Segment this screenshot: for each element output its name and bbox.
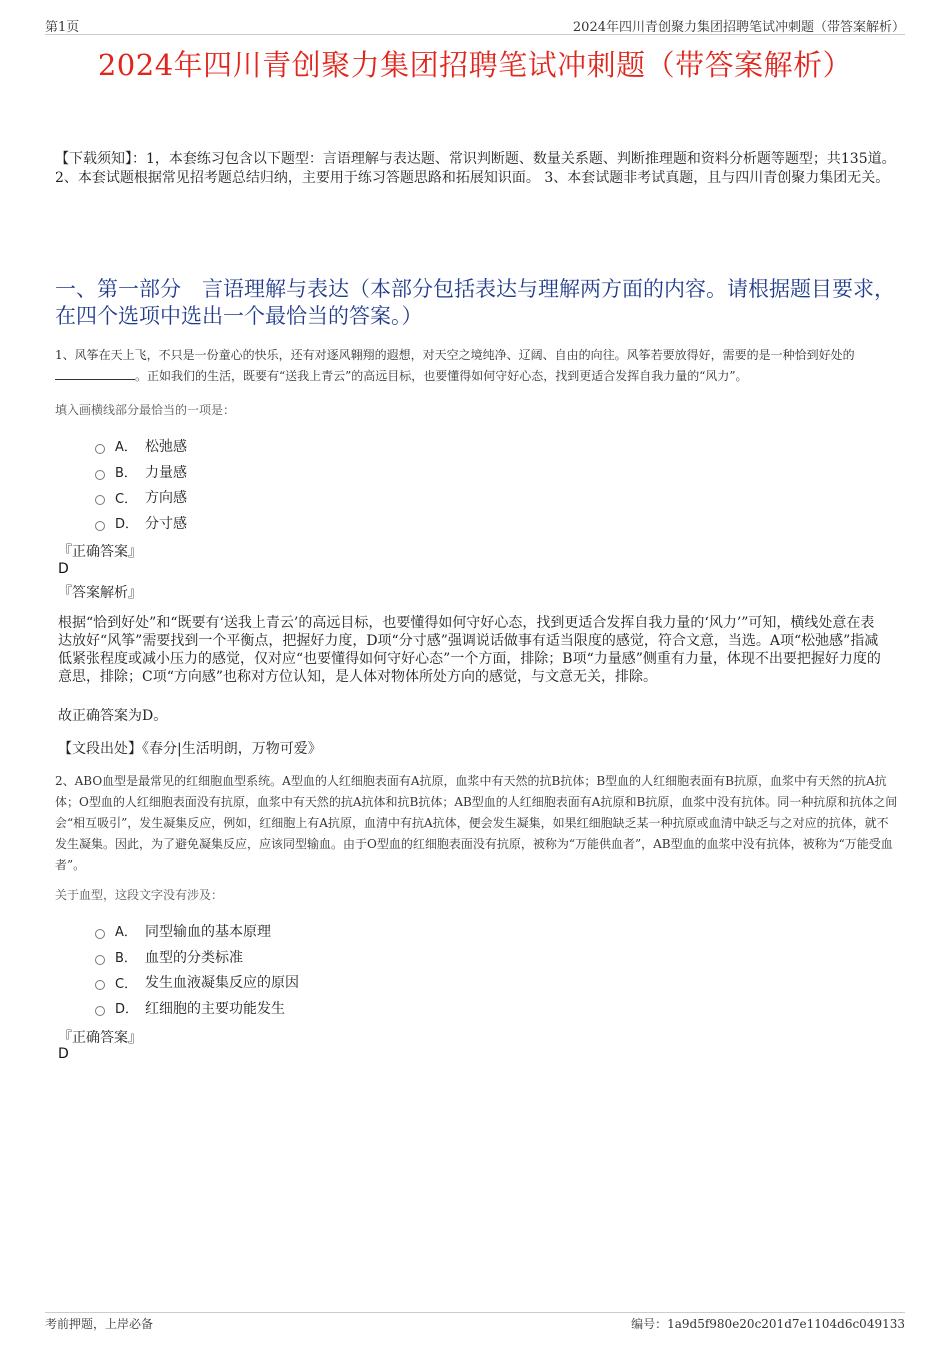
option-text: 方向感 — [145, 490, 187, 507]
option-text: 血型的分类标准 — [145, 949, 243, 966]
option-text: 同型输血的基本原理 — [145, 923, 271, 940]
option-text: 松弛感 — [145, 438, 187, 455]
page-footer — [45, 1312, 905, 1331]
footer-slogan: 考前押题，上岸必备 — [45, 1317, 154, 1331]
option-a[interactable]: A． 松弛感 — [95, 433, 187, 459]
option-d[interactable]: D． 分寸感 — [95, 510, 187, 536]
question-1-text — [55, 345, 900, 387]
download-notice: 【下载须知】：1，本套练习包含以下题型：言语理解与表达题、常识判断题、数量关系题、判断推理题和资料分析题等题型；共135道。 2、本套试题根据常见招考题总结归纳，主要用于练习答题思路和拓展知识面。 3、本套试题非考试真题，且与四川青创聚力集团无关。 — [55, 151, 896, 186]
footer-doc-id: 编号：1a9d5f980e20c201d7e1104d6c049133 — [631, 1317, 905, 1331]
radio-icon[interactable] — [95, 521, 105, 531]
question-1-text-after: 。正如我们的生活，既要有“送我上青云”的高远目标，也要懂得如何守好心态，找到更适合发挥自我力量的“风力”。 — [135, 369, 748, 383]
question-2-text: 2、ABO血型是最常见的红细胞血型系统。A型血的人红细胞表面有A抗原，血浆中有天然的抗B抗体；B型血的人红细胞表面有B抗原，血浆中有天然的抗A抗体；O型血的人红细胞表面没有抗原，血浆中有天然的抗A抗体和抗B抗体；AB型血的人红细胞表面有A抗原和B抗原，血浆中没有抗体。同一种抗原和抗体之间会“相互吸引”，发生凝集反应，例如，红细胞上有A抗原，血清中有抗A抗体，便会发生凝集，如果红细胞缺乏某一种抗原或血清中缺乏与之对应的抗体，就不发生凝集。因此，为了避免凝集反应，应该同型输血。由于O型血的红细胞表面没有抗原，被称为“万能供血者”，AB型血的血浆中没有抗体，被称为“万能受血者”。 — [55, 774, 898, 872]
header-doc-name: 2024年四川青创聚力集团招聘笔试冲刺题（带答案解析） — [572, 20, 905, 35]
document-title: 2024年四川青创聚力集团招聘笔试冲刺题（带答案解析） — [97, 48, 853, 82]
option-text: 力量感 — [145, 464, 187, 481]
radio-icon[interactable] — [95, 470, 105, 480]
option-d[interactable]: D． 红细胞的主要功能发生 — [95, 995, 299, 1021]
option-text: 分寸感 — [145, 515, 187, 532]
question-1-prompt: 填入画横线部分最恰当的一项是： — [55, 403, 236, 417]
answer-conclusion: 故正确答案为D。 — [58, 708, 168, 724]
radio-icon[interactable] — [95, 1006, 105, 1016]
page-header — [45, 14, 905, 35]
answer-analysis: 根据“恰到好处”和“既要有‘送我上青云’的高远目标，也要懂得如何守好心态，找到更适合发挥自我力量的‘风力’”可知，横线处意在表达放好“风筝”需要找到一个平衡点，把握好力度，D项“分寸感”强调说话做事有适当限度的感觉，符合文意，当选。A项“松弛感”指减低紧张程度或减小压力的感觉，仅对应“也要懂得如何守好心态”一个方面，排除；B项“力量感”侧重有力量，体现不出要把握好力度的意思，排除；C项“方向感”也称对方位认知，是人体对物体所处方向的感觉，与文意无关，排除。 — [58, 615, 881, 685]
option-c[interactable]: C． 方向感 — [95, 484, 187, 510]
question-1-text-before: 1、风筝在天上飞，不只是一份童心的快乐，还有对逐风翱翔的遐想，对天空之境纯净、辽阔、自由的向往。风筝若要放得好，需要的是一种恰到好处的 — [55, 348, 855, 362]
option-text: 发生血液凝集反应的原因 — [145, 975, 299, 992]
option-text: 红细胞的主要功能发生 — [145, 1000, 285, 1017]
option-b[interactable]: B． 血型的分类标准 — [95, 944, 299, 970]
fill-blank — [55, 367, 135, 380]
radio-icon[interactable] — [95, 444, 105, 454]
radio-icon[interactable] — [95, 980, 105, 990]
analysis-label: 『答案解析』 — [58, 585, 142, 601]
question-1-options — [95, 433, 187, 536]
answer-value: D — [58, 1046, 69, 1062]
answer-label: 『正确答案』 — [58, 1030, 142, 1046]
section-heading: 一、第一部分 言语理解与表达（本部分包括表达与理解两方面的内容。请根据题目要求，在四个选项中选出一个最恰当的答案。） — [55, 277, 895, 328]
option-c[interactable]: C． 发生血液凝集反应的原因 — [95, 969, 299, 995]
answer-label: 『正确答案』 — [58, 544, 142, 560]
radio-icon[interactable] — [95, 955, 105, 965]
passage-source: 【文段出处】《春分|生活明朗，万物可爱》 — [58, 741, 322, 757]
radio-icon[interactable] — [95, 495, 105, 505]
option-b[interactable]: B． 力量感 — [95, 459, 187, 485]
question-2-prompt: 关于血型，这段文字没有涉及： — [55, 888, 224, 902]
page-number: 第1页 — [45, 20, 80, 35]
radio-icon[interactable] — [95, 929, 105, 939]
option-a[interactable]: A． 同型输血的基本原理 — [95, 918, 299, 944]
answer-value: D — [58, 561, 69, 577]
question-2-options — [95, 918, 299, 1021]
